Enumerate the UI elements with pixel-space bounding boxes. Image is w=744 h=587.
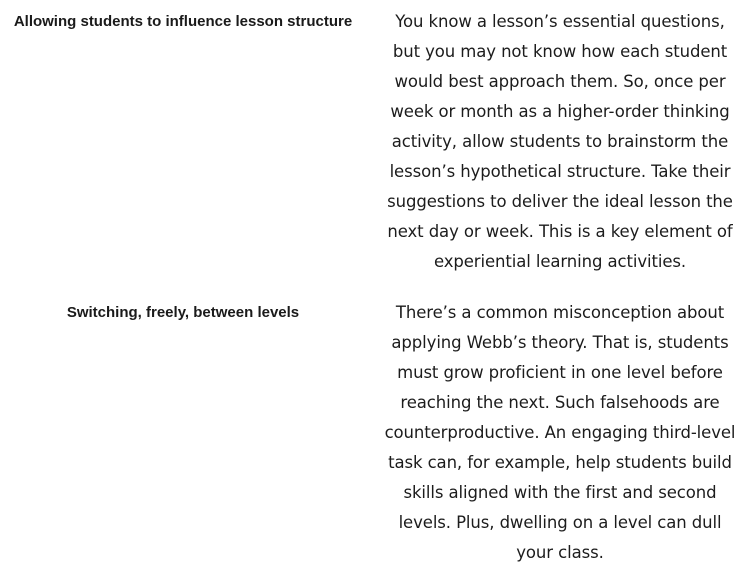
table-row xyxy=(0,300,744,568)
row-description: You know a lesson’s essential questions, but you may not know how each student would best approach them. So, once per week or month as a higher-order thinking activity, allow students to brainstorm the lesson’s hypothetical structure. Take their suggestions to deliver the ideal lesson the next day or week. This is a key element of experiential learning activities. xyxy=(387,12,733,271)
row-description: There’s a common misconception about applying Webb’s theory. That is, students must grow proficient in one level before reaching the next. Such falsehoods are counterproductive. An engaging third-level task can, for example, help students build skills aligned with the first and second levels. Plus, dwelling on a level can dull your class. xyxy=(384,303,736,562)
row-heading: Switching, freely, between levels xyxy=(66,304,300,321)
row-heading: Allowing students to influence lesson structure xyxy=(13,13,353,30)
